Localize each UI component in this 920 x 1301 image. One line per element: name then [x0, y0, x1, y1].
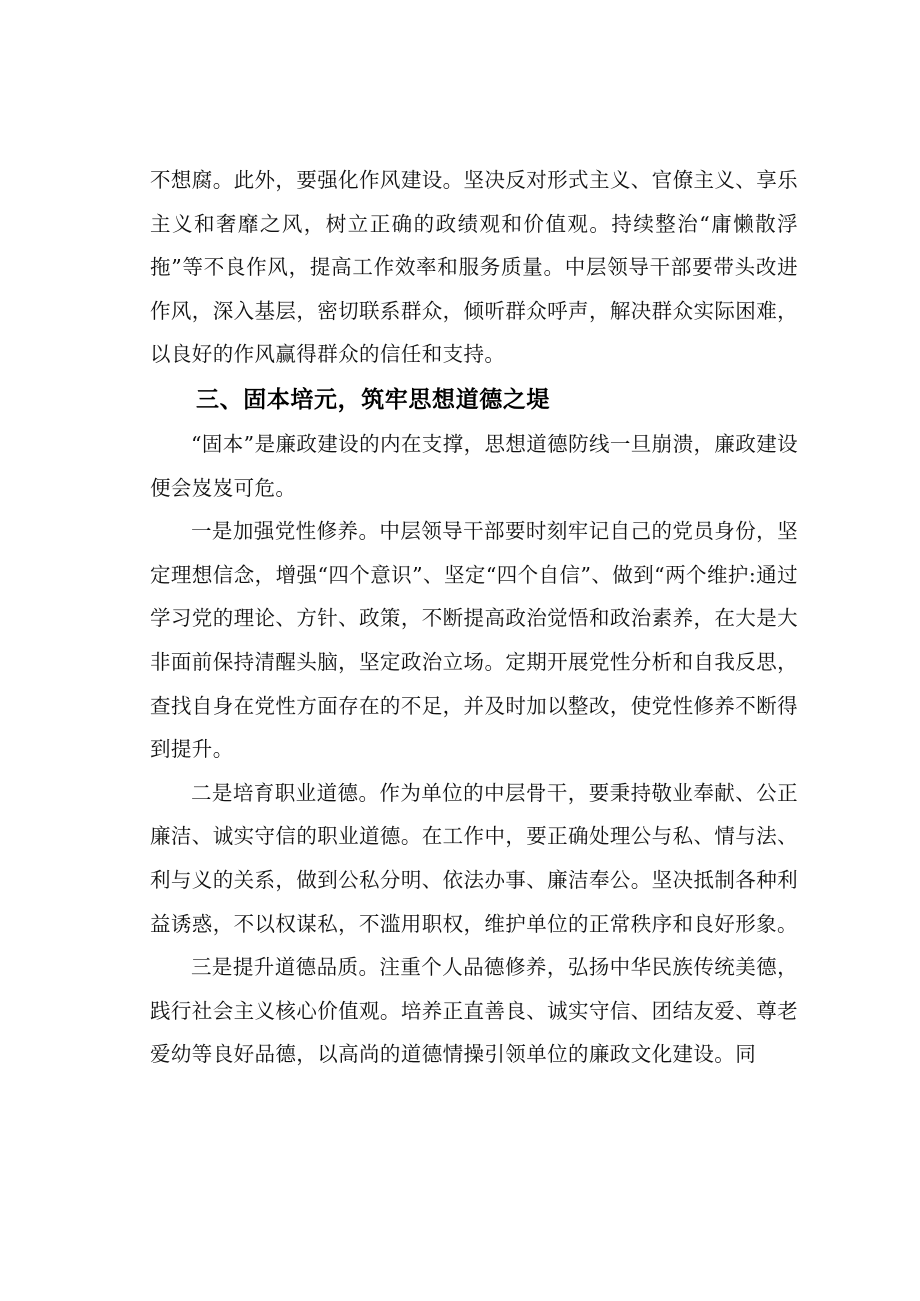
document-body [150, 159, 798, 1077]
paragraph-continuation: 不想腐。此外，要强化作风建设。坚决反对形式主义、官僚主义、享乐主义和奢靡之风，树立正确的政绩观和价值观。持续整治“庸懒散浮拖”等不良作风，提高工作效率和服务质量。中层领导干部要带头改进作风，深入基层，密切联系群众，倾听群众呼声，解决群众实际困难，以良好的作风赢得群众的信任和支持。 [150, 168, 798, 367]
paragraph-intro: “固本”是廉政建设的内在支撑，思想道德防线一旦崩溃，廉政建设便会岌岌可危。 [150, 431, 798, 500]
paragraph-moral-quality: 三是提升道德品质。注重个人品德修养，弘扬中华民族传统美德，践行社会主义核心价值观。培养正直善良、诚实守信、团结友爱、尊老爱幼等良好品德，以高尚的道德情操引领单位的廉政文化建设。同 [150, 955, 798, 1067]
section-heading: 三、固本培元，筑牢思想道德之堤 [196, 386, 550, 413]
paragraph-professional-ethics: 二是培育职业道德。作为单位的中层骨干，要秉持敬业奉献、公正廉洁、诚实守信的职业道德。在工作中，要正确处理公与私、情与法、利与义的关系，做到公私分明、依法办事、廉洁奉公。坚决抵制各种利益诱惑，不以权谋私，不滥用职权，维护单位的正常秩序和良好形象。 [150, 780, 798, 936]
paragraph-party-spirit: 一是加强党性修养。中层领导干部要时刻牢记自己的党员身份，坚定理想信念，增强“四个意识”、坚定“四个自信”、做到“两个维护:通过学习党的理论、方针、政策，不断提高政治觉悟和政治素养，在大是大非面前保持清醒头脑，坚定政治立场。定期开展党性分析和自我反思，查找自身在党性方面存在的不足，并及时加以整改，使党性修养不断得到提升。 [150, 519, 798, 762]
